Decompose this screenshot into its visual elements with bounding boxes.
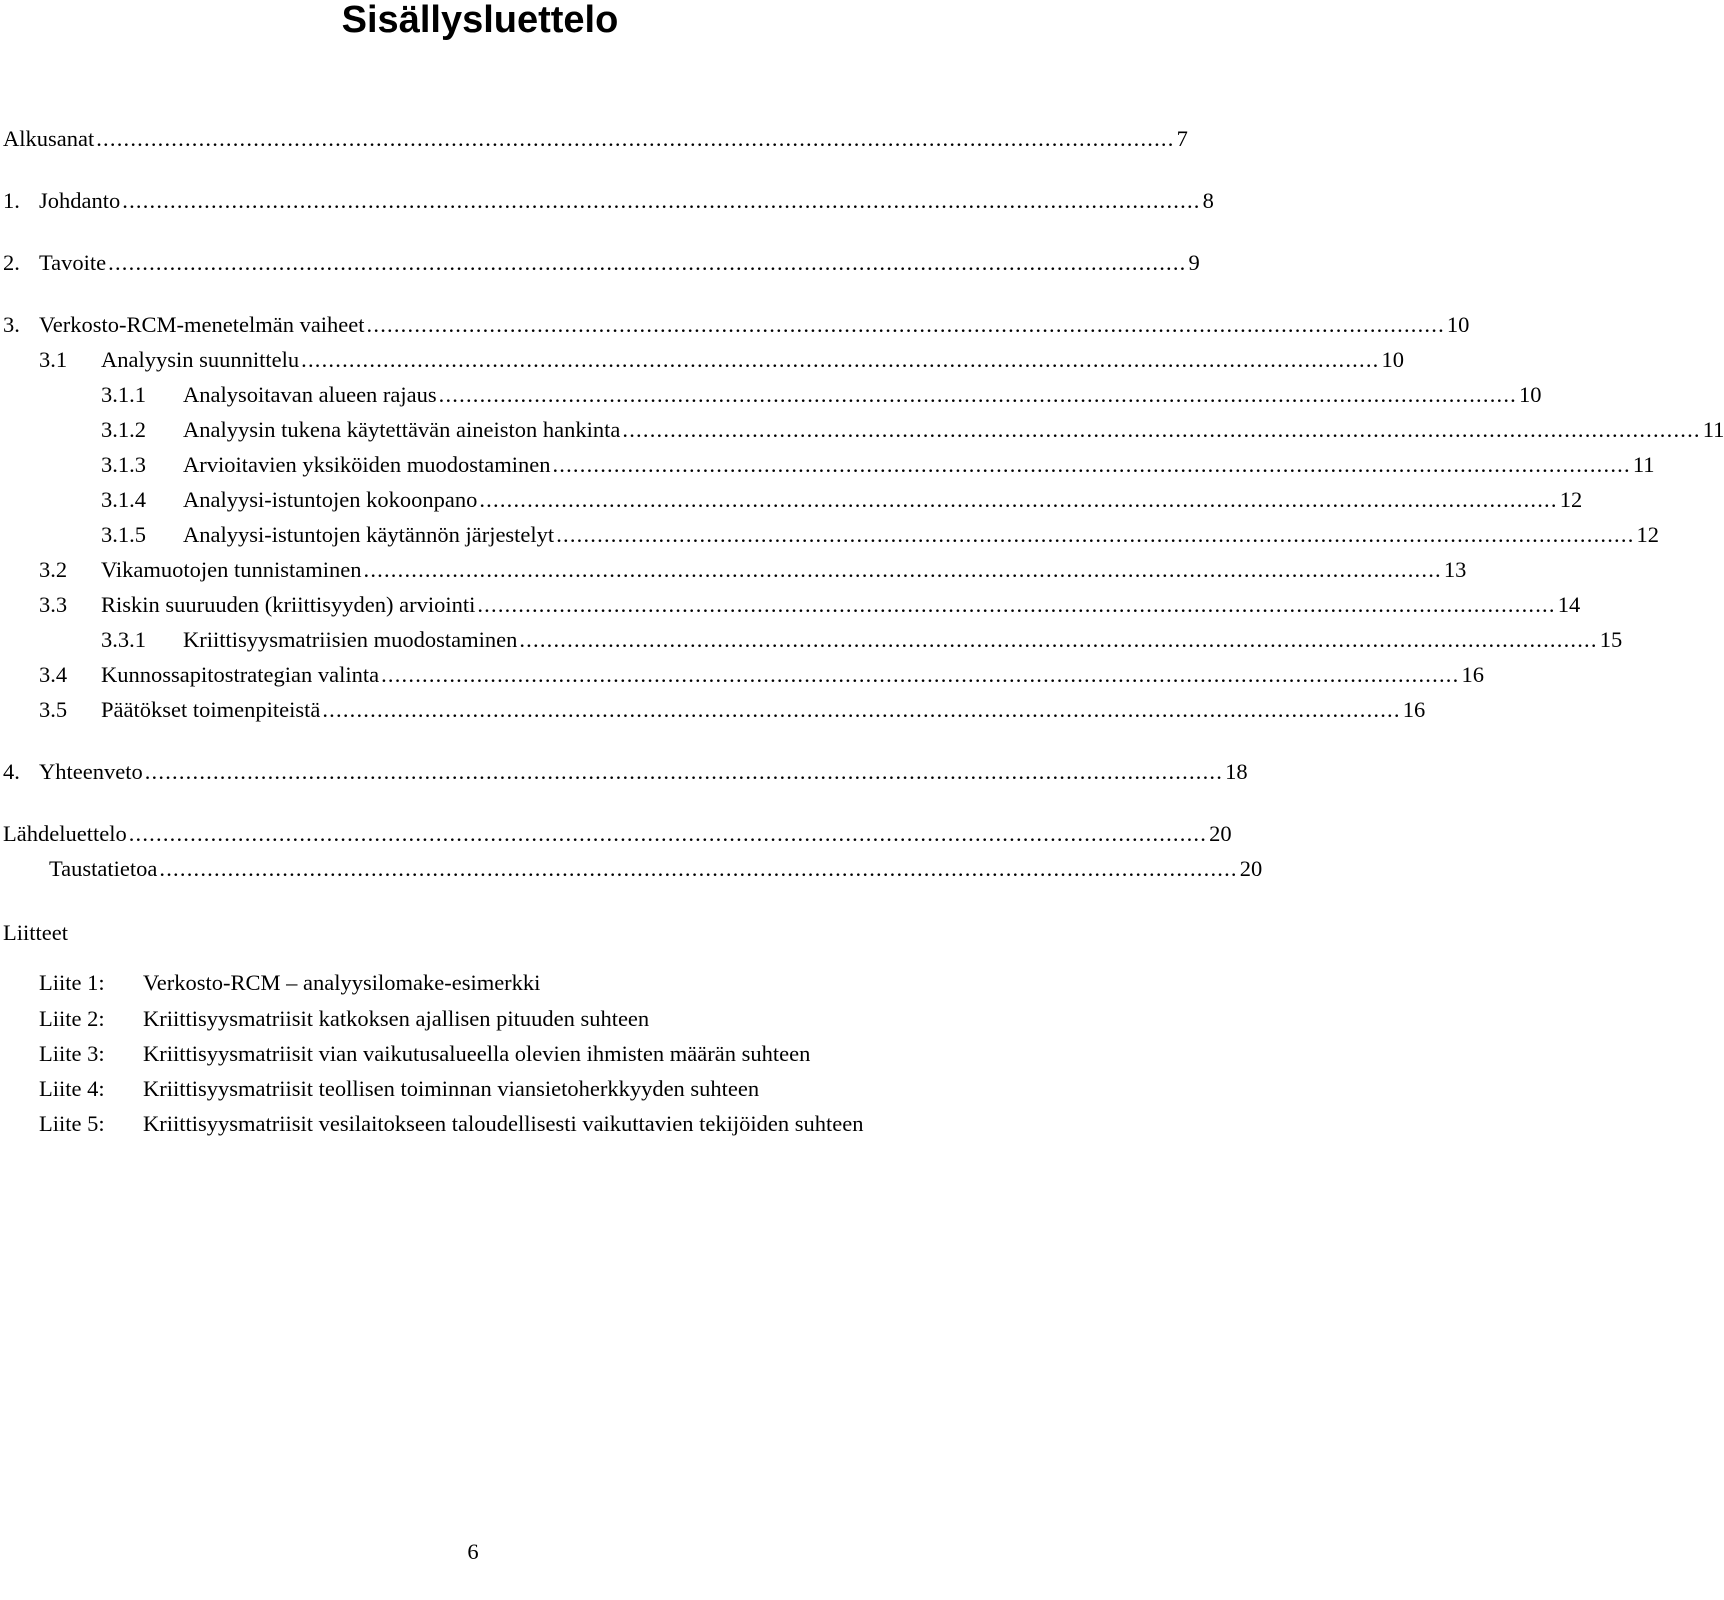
toc-label: Analyysi-istuntojen käytännön järjestelyt <box>183 522 555 547</box>
page-title: Sisällysluettelo <box>341 0 619 41</box>
toc-number: 3.1.3 <box>101 452 146 477</box>
toc-label: Riskin suuruuden (kriittisyyden) arviointi <box>101 592 476 617</box>
toc-page: 20 <box>1239 856 1263 881</box>
toc-leader: .............................................................................................................................................................. <box>363 557 1442 582</box>
toc-leader: .............................................................................................................................................................. <box>479 487 1558 512</box>
toc-entry[interactable] <box>0 186 1214 216</box>
toc-entry[interactable] <box>0 248 1200 278</box>
page-number: 6 <box>467 1539 479 1564</box>
toc-page: 16 <box>1461 662 1484 687</box>
toc-entry[interactable] <box>0 695 1426 725</box>
toc-page: 10 <box>1381 347 1404 372</box>
toc-number: 4. <box>3 759 20 784</box>
toc-leader: .............................................................................................................................................................. <box>144 759 1224 784</box>
appendices-heading: Liitteet <box>3 920 68 945</box>
toc-page: 15 <box>1599 627 1623 652</box>
toc-entry[interactable] <box>0 450 1655 480</box>
toc-number: 3.1.2 <box>101 417 146 442</box>
toc-page: 14 <box>1557 592 1581 617</box>
toc-number: 3.1 <box>39 347 68 372</box>
toc-page: 12 <box>1559 487 1583 512</box>
toc-entry[interactable] <box>0 415 1724 445</box>
toc-label: Johdanto <box>39 188 121 213</box>
toc-leader: .............................................................................................................................................................. <box>366 312 1445 337</box>
toc-entry[interactable] <box>0 124 1188 154</box>
toc-entry[interactable] <box>0 345 1404 375</box>
appendix-number: Liite 4: <box>39 1076 105 1101</box>
toc-label: Vikamuotojen tunnistaminen <box>101 557 362 582</box>
toc-page: 10 <box>1519 382 1542 407</box>
toc-entry[interactable] <box>0 310 1470 340</box>
toc-label: Yhteenveto <box>39 759 143 784</box>
toc-label: Tavoite <box>39 250 107 275</box>
toc-label: Analyysin tukena käytettävän aineiston hankinta <box>183 417 621 442</box>
appendix-title: Kriittisyysmatriisit teollisen toiminnan viansietoherkkyyden suhteen <box>143 1076 760 1101</box>
toc-page: 20 <box>1209 821 1232 846</box>
appendix-title: Verkosto-RCM – analyysilomake-esimerkki <box>143 970 541 995</box>
toc-leader: .............................................................................................................................................................. <box>381 662 1460 687</box>
toc-label: Verkosto-RCM-menetelmän vaiheet <box>39 312 365 337</box>
toc-number: 3.5 <box>39 697 68 722</box>
toc-entry[interactable] <box>0 520 1660 550</box>
toc-leader: .............................................................................................................................................................. <box>438 382 1518 407</box>
toc-leader: .............................................................................................................................................................. <box>322 697 1401 722</box>
toc-leader: .............................................................................................................................................................. <box>301 347 1380 372</box>
toc-number: 3.1.5 <box>101 522 146 547</box>
toc-number: 1. <box>3 188 20 213</box>
toc-page: 7 <box>1176 126 1188 151</box>
toc-label: Päätökset toimenpiteistä <box>101 697 321 722</box>
appendix-number: Liite 5: <box>39 1111 105 1136</box>
toc-page: 18 <box>1225 759 1248 784</box>
toc-page: 11 <box>1702 417 1724 442</box>
toc-label: Kriittisyysmatriisien muodostaminen <box>183 627 518 652</box>
toc-leader: .............................................................................................................................................................. <box>519 627 1598 652</box>
toc-page: 13 <box>1443 557 1467 582</box>
toc-leader: .............................................................................................................................................................. <box>96 126 1175 151</box>
toc-leader: .............................................................................................................................................................. <box>477 592 1556 617</box>
appendix-number: Liite 3: <box>39 1041 105 1066</box>
toc-leader: .............................................................................................................................................................. <box>622 417 1701 442</box>
toc-number: 3.2 <box>39 557 68 582</box>
toc-leader: .............................................................................................................................................................. <box>552 452 1631 477</box>
toc-page: 16 <box>1402 697 1426 722</box>
toc-leader: .............................................................................................................................................................. <box>159 856 1238 881</box>
toc-number: 3.1.4 <box>101 487 146 512</box>
toc-label: Analysoitavan alueen rajaus <box>183 382 437 407</box>
toc-label: Kunnossapitostrategian valinta <box>101 662 380 687</box>
toc-page: 8 <box>1202 188 1214 213</box>
toc-leader: .............................................................................................................................................................. <box>122 188 1201 213</box>
toc-number: 3.1.1 <box>101 382 146 407</box>
toc-leader: .............................................................................................................................................................. <box>108 250 1187 275</box>
toc-number: 3.3 <box>39 592 68 617</box>
toc-page: 12 <box>1636 522 1660 547</box>
toc-page: 10 <box>1446 312 1470 337</box>
toc-entry[interactable] <box>0 485 1583 515</box>
toc-number: 3.3.1 <box>101 627 146 652</box>
toc-label: Lähdeluettelo <box>3 821 127 846</box>
toc-entry[interactable] <box>0 757 1248 787</box>
toc-leader: .............................................................................................................................................................. <box>128 821 1208 846</box>
toc-label: Analyysin suunnittelu <box>101 347 300 372</box>
appendix-title: Kriittisyysmatriisit vesilaitokseen taloudellisesti vaikuttavien tekijöiden suhteen <box>143 1111 864 1136</box>
appendix-number: Liite 2: <box>39 1006 105 1031</box>
toc-entry[interactable] <box>0 660 1484 690</box>
toc-entry[interactable] <box>0 590 1581 620</box>
toc-entry[interactable] <box>0 625 1623 655</box>
toc-page: 11 <box>1632 452 1655 477</box>
toc-number: 2. <box>3 250 20 275</box>
toc-label: Analyysi-istuntojen kokoonpano <box>183 487 478 512</box>
toc-leader: .............................................................................................................................................................. <box>556 522 1635 547</box>
toc-entry[interactable] <box>0 819 1232 849</box>
toc-entry[interactable] <box>0 380 1542 410</box>
toc-label: Arvioitavien yksiköiden muodostaminen <box>183 452 551 477</box>
toc-label: Taustatietoa <box>49 856 158 881</box>
toc-entry[interactable] <box>0 555 1467 585</box>
appendix-title: Kriittisyysmatriisit katkoksen ajallisen pituuden suhteen <box>143 1006 650 1031</box>
appendix-number: Liite 1: <box>39 970 105 995</box>
appendix-title: Kriittisyysmatriisit vian vaikutusalueella olevien ihmisten määrän suhteen <box>143 1041 811 1066</box>
toc-page: 9 <box>1188 250 1200 275</box>
toc-number: 3. <box>3 312 20 337</box>
toc-label: Alkusanat <box>3 126 95 151</box>
toc-entry[interactable] <box>0 854 1263 884</box>
toc-number: 3.4 <box>39 662 68 687</box>
